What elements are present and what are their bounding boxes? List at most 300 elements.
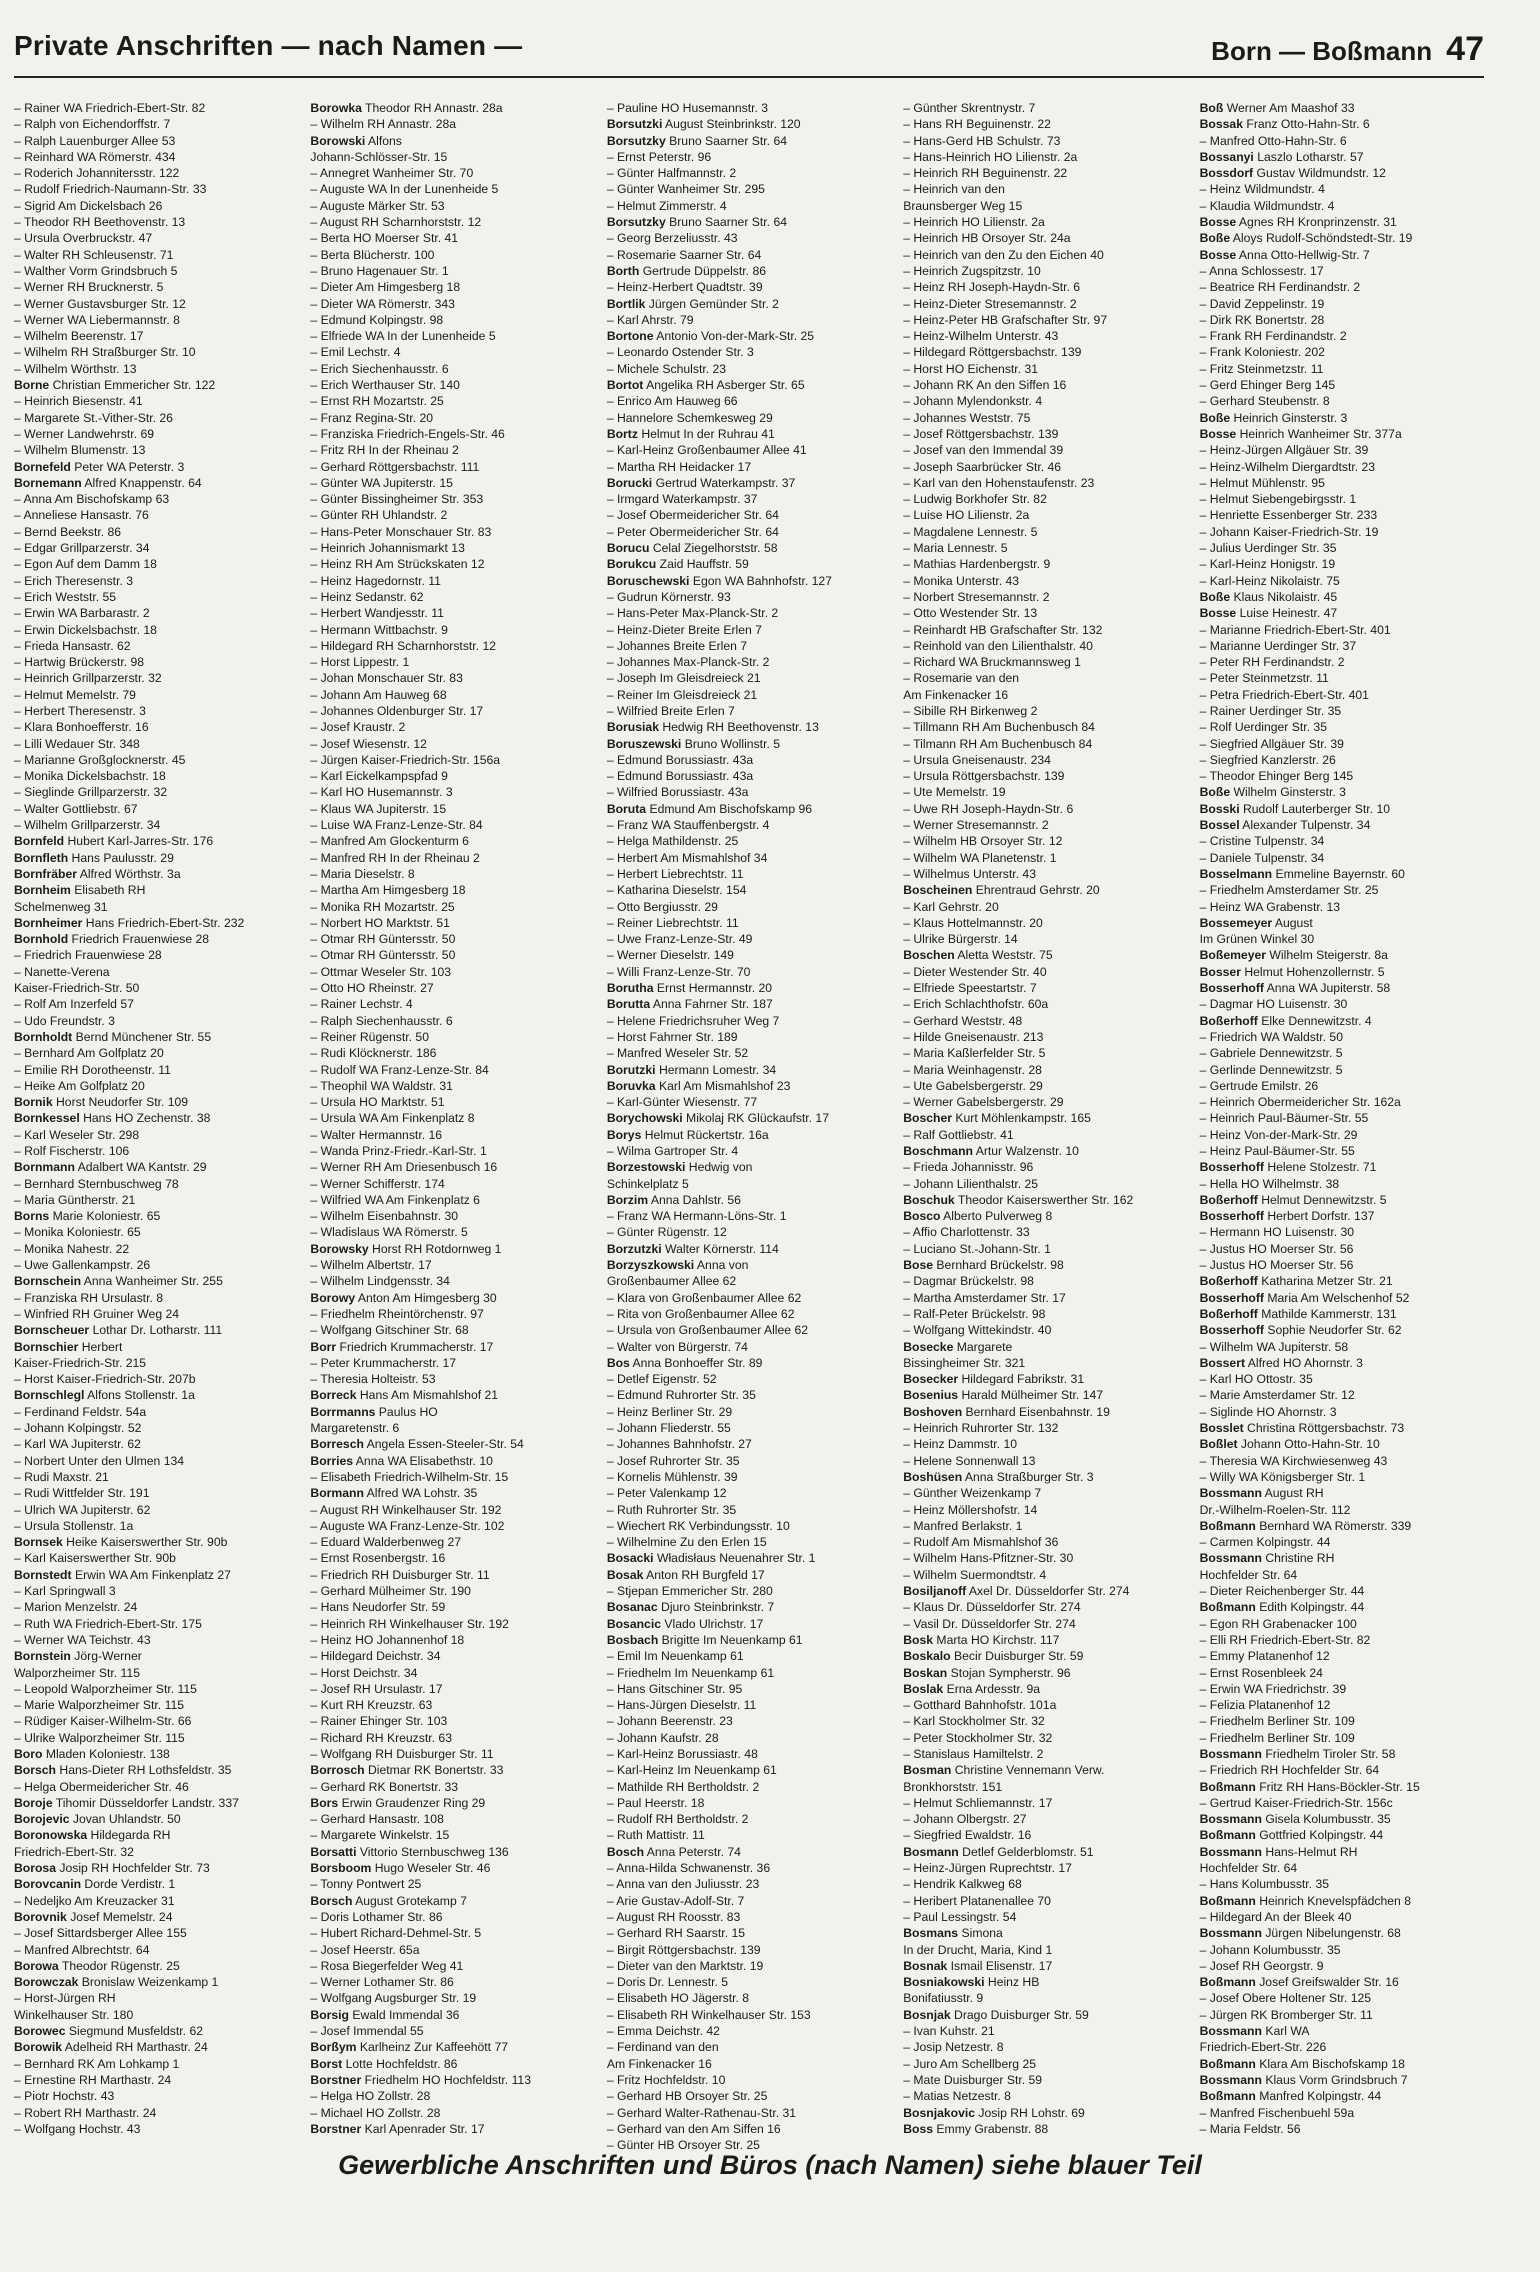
directory-entry: – Edmund Kolpingstr. 98 xyxy=(310,312,444,327)
directory-entry: – Johannes Weststr. 75 xyxy=(903,410,1031,425)
directory-entry: – Hans-Jürgen Dieselstr. 11 xyxy=(606,1698,757,1713)
directory-entry: – Werner RH Am Driesenbusch 16 xyxy=(310,1160,498,1175)
directory-entry: – Martha Am Himgesberg 18 xyxy=(310,883,466,898)
directory-entry: Boßmann Heinrich Knevelspfädchen 8 xyxy=(1199,1893,1411,1908)
directory-entry: – Julius Uerdinger Str. 35 xyxy=(1199,541,1337,556)
directory-entry: Dr.-Wilhelm-Roelen-Str. 112 xyxy=(1199,1502,1351,1517)
directory-entry: Boruszewski Bruno Wollinstr. 5 xyxy=(606,736,780,751)
directory-entry: – Hildegard Röttgersbachstr. 139 xyxy=(903,345,1082,360)
directory-entry: – Wilhelm Beerenstr. 17 xyxy=(14,329,144,344)
directory-entry: – Mathias Hardenbergstr. 9 xyxy=(903,557,1051,572)
directory-entry: – Karl HO Husemannstr. 3 xyxy=(310,785,453,800)
directory-entry: – Karl-Heinz Honigstr. 19 xyxy=(1199,557,1336,572)
directory-entry: – Heribert Platanenallee 70 xyxy=(903,1893,1051,1908)
directory-entry: – Wilhelm Hans-Pfitzner-Str. 30 xyxy=(903,1551,1074,1566)
directory-entry: – Norbert Stresemannstr. 2 xyxy=(903,589,1050,604)
directory-entry: – Hans-Heinrich HO Lilienstr. 2a xyxy=(903,149,1078,164)
directory-entry: – Heinrich HO Lilienstr. 2a xyxy=(903,215,1045,230)
directory-entry: – Hella HO Wilhelmstr. 38 xyxy=(1199,1176,1340,1191)
directory-entry: Bissingheimer Str. 321 xyxy=(903,1355,1026,1370)
directory-entry: Bosse Agnes RH Kronprinzenstr. 31 xyxy=(1199,215,1397,230)
directory-entry: – Winfried RH Gruiner Weg 24 xyxy=(14,1306,180,1321)
directory-entry: Borreck Hans Am Mismahlshof 21 xyxy=(310,1388,499,1403)
directory-entry: Borstner Friedhelm HO Hochfeldstr. 113 xyxy=(310,2072,531,2087)
directory-entry: – Rolf Am Inzerfeld 57 xyxy=(14,997,134,1012)
directory-entry: – Ursula Stollenstr. 1a xyxy=(14,1518,134,1533)
directory-entry: – Heinrich Zugspitzstr. 10 xyxy=(903,263,1041,278)
directory-entry: – Ursula WA Am Finkenplatz 8 xyxy=(310,1111,475,1126)
directory-entry: – Heinrich Johannismarkt 13 xyxy=(310,541,465,556)
directory-entry: – Herbert Wandjesstr. 11 xyxy=(310,606,444,621)
directory-entry: Bosserhoff Herbert Dorfstr. 137 xyxy=(1199,1209,1375,1224)
directory-entry: – Dieter Am Himgesberg 18 xyxy=(310,280,461,295)
directory-entry: – Emil Im Neuenkamp 61 xyxy=(606,1649,744,1664)
directory-entry: – August RH Roosstr. 83 xyxy=(606,1909,741,1924)
directory-entry: – Wiechert RK Verbindungsstr. 10 xyxy=(606,1518,790,1533)
directory-entry: – Klaus Hottelmannstr. 20 xyxy=(903,915,1043,930)
directory-entry: Boshoven Bernhard Eisenbahnstr. 19 xyxy=(903,1404,1110,1419)
directory-entry: – Walter von Bürgerstr. 74 xyxy=(606,1339,748,1354)
directory-entry: – Edmund Ruhrorter Str. 35 xyxy=(606,1388,756,1403)
directory-entry: – Wilhelm Suermondtstr. 4 xyxy=(903,1567,1047,1582)
directory-entry: Bosch Anna Peterstr. 74 xyxy=(606,1844,741,1859)
directory-entry: – Heinrich RH Winkelhauser Str. 192 xyxy=(310,1616,509,1631)
directory-entry: – Ernst Rosenbleek 24 xyxy=(1199,1665,1323,1680)
directory-entry: – August RH Winkelhauser Str. 192 xyxy=(310,1502,502,1517)
directory-entry: – Peter Steinmetzstr. 11 xyxy=(1199,671,1329,686)
directory-entry: – Reiner Im Gleisdreieck 21 xyxy=(606,687,758,702)
directory-entry: – Erich Weststr. 55 xyxy=(14,589,117,604)
directory-entry: – Heinz Wildmundstr. 4 xyxy=(1199,182,1325,197)
directory-entry: Boskan Stojan Sympherstr. 96 xyxy=(903,1665,1071,1680)
directory-entry: – Richard WA Bruckmannsweg 1 xyxy=(903,655,1081,670)
directory-entry: Hochfelder Str. 64 xyxy=(1199,1861,1298,1876)
directory-entry: – Helmut Memelstr. 79 xyxy=(14,687,136,702)
directory-entry: Bosancic Vlado Ulrichstr. 17 xyxy=(606,1616,764,1631)
directory-entry: Bornik Horst Neudorfer Str. 109 xyxy=(14,1095,189,1110)
directory-entry: – Uwe Franz-Lenze-Str. 49 xyxy=(606,932,753,947)
directory-entry: – Rolf Uerdinger Str. 35 xyxy=(1199,720,1327,735)
directory-entry: – Dagmar Brückelstr. 98 xyxy=(903,1274,1034,1289)
directory-entry: – Ursula Gneisenaustr. 234 xyxy=(903,752,1051,767)
directory-entry: – Franz WA Stauffenbergstr. 4 xyxy=(606,818,770,833)
directory-entry: – Dieter Westender Str. 40 xyxy=(903,964,1047,979)
directory-entry: Borries Anna WA Elisabethstr. 10 xyxy=(310,1453,493,1468)
directory-entry: – Josef Heerstr. 65a xyxy=(310,1942,420,1957)
directory-entry: – Josef RH Georgstr. 9 xyxy=(1199,1958,1324,1973)
directory-entry: – Margarete Winkelstr. 15 xyxy=(310,1828,450,1843)
directory-entry: Borusiak Hedwig RH Beethovenstr. 13 xyxy=(606,720,819,735)
directory-entry: – Dieter Reichenberger Str. 44 xyxy=(1199,1584,1365,1599)
directory-entry: – Horst HO Eichenstr. 31 xyxy=(903,361,1039,376)
directory-entry: – Werner Stresemannstr. 2 xyxy=(903,818,1049,833)
directory-entry: – Wilfried Breite Erlen 7 xyxy=(606,703,735,718)
directory-entry: Bortot Angelika RH Asberger Str. 65 xyxy=(606,378,805,393)
directory-entry: Boße Klaus Nikolaistr. 45 xyxy=(1199,589,1338,604)
directory-entry: – Josef Sittardsberger Allee 155 xyxy=(14,1926,187,1941)
directory-entry: – Manfred Albrechtstr. 64 xyxy=(14,1942,150,1957)
directory-entry: – Maria Dieselstr. 8 xyxy=(310,866,415,881)
directory-entry: – Manfred Fischenbuehl 59a xyxy=(1199,2105,1355,2120)
directory-entry: – Ursula von Großenbaumer Allee 62 xyxy=(606,1323,809,1338)
directory-entry: Boslak Erna Ardesstr. 9a xyxy=(903,1681,1041,1696)
directory-entry: – Werner WA Teichstr. 43 xyxy=(14,1632,151,1647)
directory-entry: Bosski Rudolf Lauterberger Str. 10 xyxy=(1199,801,1390,816)
directory-entry: Bosenius Harald Mülheimer Str. 147 xyxy=(903,1388,1104,1403)
directory-entry: – Gerhard van den Am Siffen 16 xyxy=(606,2121,781,2136)
directory-entry: Bornschein Anna Wanheimer Str. 255 xyxy=(14,1274,223,1289)
directory-entry: – Sibille RH Birkenweg 2 xyxy=(903,703,1038,718)
directory-entry: Boßemeyer Wilhelm Steigerstr. 8a xyxy=(1199,948,1388,963)
directory-entry: – Helmut Siebengebirgsstr. 1 xyxy=(1199,492,1357,507)
directory-entry: – Wilhelmus Unterstr. 43 xyxy=(903,866,1036,881)
directory-entry: – Ivan Kuhstr. 21 xyxy=(903,2024,995,2039)
directory-entry: – Ursula HO Marktstr. 51 xyxy=(310,1095,445,1110)
directory-entry: – Berta Blücherstr. 100 xyxy=(310,247,435,262)
directory-entry: – Ulrike Bürgerstr. 14 xyxy=(903,932,1018,947)
directory-entry: Bosse Luise Heinestr. 47 xyxy=(1199,606,1338,621)
directory-entry: – Heinz-Dieter Breite Erlen 7 xyxy=(606,622,762,637)
directory-entry: – Erwin Dickelsbachstr. 18 xyxy=(14,622,157,637)
directory-entry: – Hans-Peter Max-Planck-Str. 2 xyxy=(606,606,779,621)
directory-entry: – Theresia Holteistr. 53 xyxy=(310,1372,436,1387)
directory-entry: – Norbert HO Marktstr. 51 xyxy=(310,915,450,930)
directory-entry: Borowec Siegmund Musfeldstr. 62 xyxy=(14,2024,204,2039)
directory-entry: – Ulrich WA Jupiterstr. 62 xyxy=(14,1502,151,1517)
directory-entry: – Irmgard Waterkampstr. 37 xyxy=(606,492,758,507)
directory-entry: Bornheim Elisabeth RH xyxy=(14,883,146,898)
directory-entry: – Piotr Hochstr. 43 xyxy=(14,2089,115,2104)
directory-entry: Boronowska Hildegarda RH xyxy=(14,1828,171,1843)
directory-entry: – Rainer Uerdinger Str. 35 xyxy=(1199,703,1342,718)
directory-entry: Bossmann Klaus Vorm Grindsbruch 7 xyxy=(1199,2072,1408,2087)
directory-entry: – Heinz RH Joseph-Haydn-Str. 6 xyxy=(903,280,1081,295)
directory-entry: – Bernhard Am Golfplatz 20 xyxy=(14,1046,164,1061)
directory-entry: Borucu Celal Ziegelhorststr. 58 xyxy=(606,541,778,556)
directory-entry: – Maria Güntherstr. 21 xyxy=(14,1192,136,1207)
directory-entry: Borowsky Horst RH Rotdornweg 1 xyxy=(310,1241,502,1256)
directory-entry: – Rolf Fischerstr. 106 xyxy=(14,1144,130,1158)
directory-entry: – Karl-Heinz Borussiastr. 48 xyxy=(606,1746,758,1761)
directory-entry: – Dieter WA Römerstr. 343 xyxy=(310,296,455,311)
directory-entry: – Hildegard An der Bleek 40 xyxy=(1199,1909,1352,1924)
directory-entry: Kaiser-Friedrich-Str. 50 xyxy=(14,981,140,996)
directory-entry: – Wilhelm Eisenbahnstr. 30 xyxy=(310,1209,459,1224)
directory-entry: Bosanac Djuro Steinbrinkstr. 7 xyxy=(606,1600,775,1615)
directory-entry: – Werner Gustavsburger Str. 12 xyxy=(14,296,186,311)
directory-entry: – Rosa Biegerfelder Weg 41 xyxy=(310,1958,464,1973)
directory-entry: – Tonny Pontwert 25 xyxy=(310,1877,422,1892)
directory-entry: – Otmar RH Güntersstr. 50 xyxy=(310,932,456,947)
directory-entry: – Helmut Zimmerstr. 4 xyxy=(606,198,727,213)
directory-entry: Friedrich-Ebert-Str. 32 xyxy=(14,1844,134,1859)
directory-entry: – Elisabeth Friedrich-Wilhelm-Str. 15 xyxy=(310,1469,509,1484)
directory-entry: – Rainer Ehinger Str. 103 xyxy=(310,1714,448,1729)
directory-entry: Boscher Kurt Möhlenkampstr. 165 xyxy=(903,1111,1091,1126)
directory-entry: – Karl-Heinz Großenbaumer Allee 41 xyxy=(606,443,807,458)
directory-entry: – Josef Obermeidericher Str. 64 xyxy=(606,508,779,523)
directory-entry: – Walter Gottliebstr. 67 xyxy=(14,801,138,816)
directory-entry: – Karl-Günter Wiesenstr. 77 xyxy=(606,1095,758,1110)
directory-entry: Boroje Tihomir Düsseldorfer Landstr. 337 xyxy=(14,1795,239,1810)
directory-entry: – Ralph von Eichendorffstr. 7 xyxy=(14,117,171,132)
directory-entry: – Nanette-Verena xyxy=(14,964,110,979)
directory-entry: – Heinrich van den xyxy=(903,182,1005,197)
directory-entry: Bormann Alfred WA Lohstr. 35 xyxy=(310,1486,478,1501)
directory-entry: – Joseph Im Gleisdreieck 21 xyxy=(606,671,761,686)
directory-entry: – Ernestine RH Marthastr. 24 xyxy=(14,2072,172,2087)
directory-entry: – Wilhelm Lindgensstr. 34 xyxy=(310,1274,450,1289)
directory-entry: Johann-Schlösser-Str. 15 xyxy=(310,149,448,164)
directory-entry: Bossmann Hans-Helmut RH xyxy=(1199,1844,1358,1859)
directory-entry: – Felizia Platanenhof 12 xyxy=(1199,1698,1331,1713)
directory-entry: – Anna Schlossestr. 17 xyxy=(1199,263,1324,278)
directory-entry: Am Finkenacker 16 xyxy=(606,2056,712,2071)
directory-entry: Borucki Gertrud Waterkampstr. 37 xyxy=(606,475,796,490)
directory-entry: – Manfred Berlakstr. 1 xyxy=(903,1518,1023,1533)
directory-entry: – Friedhelm Amsterdamer Str. 25 xyxy=(1199,883,1379,898)
directory-columns xyxy=(14,100,1488,2153)
directory-entry: – Dagmar HO Luisenstr. 30 xyxy=(1199,997,1348,1012)
directory-entry: – Reiner Liebrechtstr. 11 xyxy=(606,915,739,930)
directory-entry: – Heinz Von-der-Mark-Str. 29 xyxy=(1199,1127,1358,1142)
directory-entry: Winkelhauser Str. 180 xyxy=(14,2007,134,2022)
directory-entry: – Wanda Prinz-Friedr.-Karl-Str. 1 xyxy=(310,1144,487,1158)
directory-entry: – Justus HO Moerser Str. 56 xyxy=(1199,1258,1354,1273)
directory-entry: – Arie Gustav-Adolf-Str. 7 xyxy=(606,1893,745,1908)
directory-entry: – Johan Monschauer Str. 83 xyxy=(310,671,463,686)
directory-entry: – Bernhard RK Am Lohkamp 1 xyxy=(14,2056,180,2071)
directory-entry: – Emilie RH Dorotheenstr. 11 xyxy=(14,1062,171,1077)
directory-entry: – Klaus Dr. Düsseldorfer Str. 274 xyxy=(903,1600,1081,1615)
directory-entry: Bosman Christine Vennemann Verw. xyxy=(903,1763,1105,1778)
directory-entry: Borst Lotte Hochfeldstr. 86 xyxy=(310,2056,458,2071)
directory-entry: – Frank Koloniestr. 202 xyxy=(1199,345,1325,360)
directory-entry: – Karl-Heinz Nikolaistr. 75 xyxy=(1199,573,1340,588)
directory-entry: – Erich Schlachthofstr. 60a xyxy=(903,997,1049,1012)
directory-entry: – Joseph Saarbrücker Str. 46 xyxy=(903,459,1062,474)
directory-entry: Borojevic Jovan Uhlandstr. 50 xyxy=(14,1812,181,1827)
directory-entry: – Uwe Gallenkampstr. 26 xyxy=(14,1258,151,1273)
directory-entry: – Dieter van den Marktstr. 19 xyxy=(606,1958,764,1973)
directory-entry: – Johann Kaiser-Friedrich-Str. 19 xyxy=(1199,524,1379,539)
directory-entry: – Johann Fliederstr. 55 xyxy=(606,1421,731,1436)
directory-entry: – Martha Amsterdamer Str. 17 xyxy=(903,1290,1066,1305)
directory-entry: – Wilhelm HB Orsoyer Str. 12 xyxy=(903,834,1063,849)
directory-entry: – Josef Röttgersbachstr. 139 xyxy=(903,426,1059,441)
directory-entry: Borßym Karlheinz Zur Kaffeehött 77 xyxy=(310,2040,509,2055)
directory-entry: – Heinz-Jürgen Ruprechtstr. 17 xyxy=(903,1861,1072,1876)
directory-entry: Bossanyi Laszlo Lotharstr. 57 xyxy=(1199,149,1364,164)
directory-entry: – Margarete St.-Vither-Str. 26 xyxy=(14,410,173,425)
directory-entry: Borzestowski Hedwig von xyxy=(606,1160,753,1175)
directory-entry: – Manfred Weseler Str. 52 xyxy=(606,1046,749,1061)
directory-entry: Braunsberger Weg 15 xyxy=(903,198,1023,213)
directory-entry: – Josef Kraustr. 2 xyxy=(310,720,406,735)
directory-entry: – Günter Bissingheimer Str. 353 xyxy=(310,492,484,507)
directory-entry: – Monika Unterstr. 43 xyxy=(903,573,1020,588)
directory-entry: – Ernst Rosenbergstr. 16 xyxy=(310,1551,446,1566)
directory-entry: – Marie Amsterdamer Str. 12 xyxy=(1199,1388,1355,1403)
directory-entry: Bosecke Margarete xyxy=(903,1339,1013,1354)
directory-entry: – Auguste WA In der Lunenheide 5 xyxy=(310,182,499,197)
directory-entry: – Hans-Peter Monschauer Str. 83 xyxy=(310,524,492,539)
directory-entry: Borukcu Zaid Hauffstr. 59 xyxy=(606,557,749,572)
directory-entry: – Heinz WA Grabenstr. 13 xyxy=(1199,899,1341,914)
page-range xyxy=(1211,30,1484,69)
directory-entry: Borovcanin Dorde Verdistr. 1 xyxy=(14,1877,176,1892)
directory-entry: Bosak Anton RH Burgfeld 17 xyxy=(606,1567,765,1582)
directory-entry: – Justus HO Moerser Str. 56 xyxy=(1199,1241,1354,1256)
directory-entry: – Werner Dieselstr. 149 xyxy=(606,948,734,963)
directory-entry: Bornemann Alfred Knappenstr. 64 xyxy=(14,475,202,490)
directory-entry: – Helga HO Zollstr. 28 xyxy=(310,2089,431,2104)
directory-entry: – Karl-Heinz Im Neuenkamp 61 xyxy=(606,1763,777,1778)
directory-entry: – Frank RH Ferdinandstr. 2 xyxy=(1199,329,1347,344)
directory-entry: Bosmans Simona xyxy=(903,1926,1003,1941)
directory-entry: – Manfred Am Glockenturm 6 xyxy=(310,834,469,849)
directory-entry: – Marion Menzelstr. 24 xyxy=(14,1600,138,1615)
directory-entry: – Gerhard Mülheimer Str. 190 xyxy=(310,1584,471,1599)
directory-entry: – Vasil Dr. Düsseldorfer Str. 274 xyxy=(903,1616,1076,1631)
directory-entry: – Siegfried Kanzlerstr. 26 xyxy=(1199,752,1336,767)
directory-entry: – Wilhelmine Zu den Erlen 15 xyxy=(606,1535,767,1550)
column-5 xyxy=(1200,100,1488,2140)
directory-entry: Boschuk Theodor Kaiserswerther Str. 162 xyxy=(903,1192,1134,1207)
directory-entry: – Heinz Möllershofstr. 14 xyxy=(903,1502,1038,1517)
directory-entry: – Anneliese Hansastr. 76 xyxy=(14,508,149,523)
directory-entry: – Michele Schulstr. 23 xyxy=(606,361,727,376)
directory-entry: Bos Anna Bonhoeffer Str. 89 xyxy=(606,1355,763,1370)
directory-entry: Borr Friedrich Krummacherstr. 17 xyxy=(310,1339,494,1354)
directory-entry: Friedrich-Ebert-Str. 226 xyxy=(1199,2040,1327,2055)
directory-entry: – Karl Kaiserswerther Str. 90b xyxy=(14,1551,176,1566)
name-range: Born — Boßmann xyxy=(1211,36,1433,66)
directory-entry: Bosecker Hildegard Fabrikstr. 31 xyxy=(903,1372,1085,1387)
directory-entry: – Berta HO Moerser Str. 41 xyxy=(310,231,459,246)
directory-entry: – Bruno Hagenauer Str. 1 xyxy=(310,263,449,278)
directory-entry: Boßmann Fritz RH Hans-Böckler-Str. 15 xyxy=(1199,1779,1420,1794)
directory-entry: – Siegfried Ewaldstr. 16 xyxy=(903,1828,1032,1843)
directory-entry: Borutta Anna Fahrner Str. 187 xyxy=(606,997,773,1012)
directory-entry: – Franz Regina-Str. 20 xyxy=(310,410,434,425)
directory-entry: – Werner Gabelsbergerstr. 29 xyxy=(903,1095,1064,1110)
directory-entry: – Walter Hermannstr. 16 xyxy=(310,1127,443,1142)
directory-entry: – Heinz Berliner Str. 29 xyxy=(606,1404,733,1419)
directory-entry: – Johann Am Hauweg 68 xyxy=(310,687,447,702)
directory-entry: – Monika Koloniestr. 65 xyxy=(14,1225,141,1240)
directory-entry: – Josef Obere Holtener Str. 125 xyxy=(1199,1991,1372,2006)
directory-entry: Borutha Ernst Hermannstr. 20 xyxy=(606,981,773,996)
directory-entry: – Gerd Ehinger Berg 145 xyxy=(1199,378,1336,393)
directory-entry: – Karl HO Ottostr. 35 xyxy=(1199,1372,1313,1387)
directory-entry: Borstner Karl Apenrader Str. 17 xyxy=(310,2121,485,2136)
directory-entry: – Ernst RH Mozartstr. 25 xyxy=(310,394,444,409)
directory-entry: – Heinrich Ruhrorter Str. 132 xyxy=(903,1421,1059,1436)
directory-entry: – Frieda Johannisstr. 96 xyxy=(903,1160,1034,1175)
directory-entry: Borresch Angela Essen-Steeler-Str. 54 xyxy=(310,1437,524,1452)
directory-entry: – Friedhelm Rheintörchenstr. 97 xyxy=(310,1306,484,1321)
directory-entry: – Horst-Jürgen RH xyxy=(14,1991,116,2006)
directory-entry: – Josef Immendal 55 xyxy=(310,2024,424,2039)
directory-entry: – Josef RH Ursulastr. 17 xyxy=(310,1681,443,1696)
directory-entry: – Emma Deichstr. 42 xyxy=(606,2024,720,2039)
directory-entry: – Klaus WA Jupiterstr. 15 xyxy=(310,801,447,816)
directory-entry: Boschen Aletta Weststr. 75 xyxy=(903,948,1053,963)
directory-entry: Borys Helmut Rückertstr. 16a xyxy=(606,1127,769,1142)
directory-entry: Borsutzky Bruno Saarner Str. 64 xyxy=(606,215,788,230)
directory-entry: – Johann Beerenstr. 23 xyxy=(606,1714,733,1729)
directory-entry: – Johannes Max-Planck-Str. 2 xyxy=(606,655,770,670)
directory-entry: – Wilhelm Wörthstr. 13 xyxy=(14,361,137,376)
directory-entry: – Helga Mathildenstr. 25 xyxy=(606,834,739,849)
directory-entry: – Karl Eickelkampspfad 9 xyxy=(310,769,448,784)
directory-entry: – Luise WA Franz-Lenze-Str. 84 xyxy=(310,818,483,833)
directory-entry: – Theodor RH Beethovenstr. 13 xyxy=(14,215,186,230)
directory-entry: Boßmann Manfred Kolpingstr. 44 xyxy=(1199,2089,1382,2104)
column-1 xyxy=(14,100,302,2140)
directory-entry: Borrosch Dietmar RK Bonertstr. 33 xyxy=(310,1763,504,1778)
directory-entry: Borsig Ewald Immendal 36 xyxy=(310,2007,460,2022)
directory-entry: – Elisabeth HO Jägerstr. 8 xyxy=(606,1991,750,2006)
directory-entry: – Hermann HO Luisenstr. 30 xyxy=(1199,1225,1355,1240)
directory-entry: – Eduard Walderbenweg 27 xyxy=(310,1535,462,1550)
directory-entry: Bosnak Ismail Elisenstr. 17 xyxy=(903,1958,1053,1973)
directory-entry: – Josef van den Immendal 39 xyxy=(903,443,1064,458)
page-number: 47 xyxy=(1446,30,1484,68)
directory-entry: – Wolfgang Gitschiner Str. 68 xyxy=(310,1323,469,1338)
directory-entry: Borrmanns Paulus HO xyxy=(310,1404,438,1419)
directory-entry: – Josip Netzestr. 8 xyxy=(903,2040,1004,2055)
directory-entry: – Rosemarie Saarner Str. 64 xyxy=(606,247,762,262)
directory-entry: – Elli RH Friedrich-Ebert-Str. 82 xyxy=(1199,1632,1371,1647)
directory-entry: – Doris Dr. Lennestr. 5 xyxy=(606,1975,729,1990)
directory-entry: Bortlik Jürgen Gemünder Str. 2 xyxy=(606,296,779,311)
directory-entry: – Heinrich RH Beguinenstr. 22 xyxy=(903,166,1068,181)
directory-entry: Borne Christian Emmericher Str. 122 xyxy=(14,378,216,393)
directory-entry: – Friedhelm Im Neuenkamp 61 xyxy=(606,1665,775,1680)
directory-entry: – Kurt RH Kreuzstr. 63 xyxy=(310,1698,433,1713)
directory-entry: – Carmen Kolpingstr. 44 xyxy=(1199,1535,1331,1550)
directory-entry: – Elisabeth RH Winkelhauser Str. 153 xyxy=(606,2007,811,2022)
directory-entry: – Willi Franz-Lenze-Str. 70 xyxy=(606,964,751,979)
directory-entry: Borsch Hans-Dieter RH Lothsfeldstr. 35 xyxy=(14,1763,232,1778)
directory-entry: Borovnik Josef Memelstr. 24 xyxy=(14,1909,173,1924)
directory-entry: – Gerhard Röttgersbachstr. 111 xyxy=(310,459,480,474)
directory-entry: Bosserhoff Maria Am Welschenhof 52 xyxy=(1199,1290,1410,1305)
directory-entry: – Gotthard Bahnhofstr. 101a xyxy=(903,1698,1057,1713)
directory-entry: Boßmann Klara Am Bischofskamp 18 xyxy=(1199,2056,1405,2071)
directory-entry: – Reinhardt HB Grafschafter Str. 132 xyxy=(903,622,1103,637)
directory-entry: Boße Heinrich Ginsterstr. 3 xyxy=(1199,410,1348,425)
directory-entry: – Ursula Röttgersbachstr. 139 xyxy=(903,769,1065,784)
directory-entry: Bortone Antonio Von-der-Mark-Str. 25 xyxy=(606,329,815,344)
directory-entry: – Ursula Overbruckstr. 47 xyxy=(14,231,153,246)
directory-entry: – Klaudia Wildmundstr. 4 xyxy=(1199,198,1335,213)
directory-entry: Boß Werner Am Maashof 33 xyxy=(1199,101,1355,115)
directory-entry: – Wladislaus WA Römerstr. 5 xyxy=(310,1225,468,1240)
directory-entry: – Edmund Borussiastr. 43a xyxy=(606,769,754,784)
directory-entry: Bosmann Detlef Gelderblomstr. 51 xyxy=(903,1844,1094,1859)
directory-entry: – Hermann Wittbachstr. 9 xyxy=(310,622,448,637)
directory-entry: – Manfred RH In der Rheinau 2 xyxy=(310,850,480,865)
directory-entry: Bornholdt Bernd Münchener Str. 55 xyxy=(14,1029,212,1044)
directory-entry: – Leopold Walporzheimer Str. 115 xyxy=(14,1681,197,1696)
directory-entry: Bossmann Jürgen Nibelungenstr. 68 xyxy=(1199,1926,1401,1941)
directory-entry: – Rita von Großenbaumer Allee 62 xyxy=(606,1306,795,1321)
directory-entry: – Johannes Bahnhofstr. 27 xyxy=(606,1437,752,1452)
directory-entry: – Ralf Gottliebstr. 41 xyxy=(903,1127,1014,1142)
